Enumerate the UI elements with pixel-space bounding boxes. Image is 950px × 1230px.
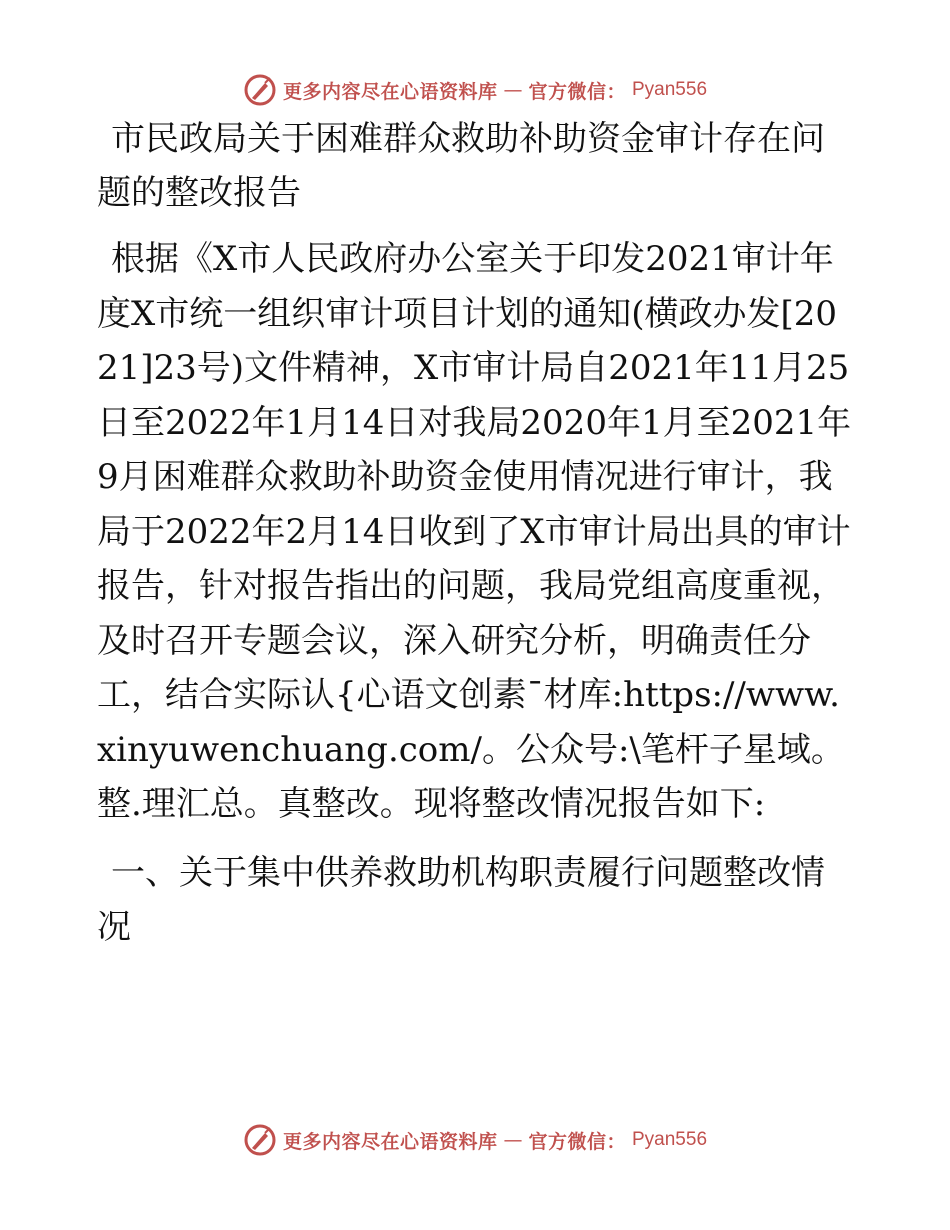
watermark-separator: — <box>503 1129 523 1151</box>
section-heading: 一、关于集中供养救助机构职责履行问题整改情况 <box>97 852 825 947</box>
watermark-brand-text: 更多内容尽在心语资料库 <box>282 80 498 103</box>
watermark-wechat-id: Pyan556 <box>632 1129 708 1150</box>
watermark-wechat-label: 官方微信： <box>528 1130 626 1153</box>
watermark-wechat-id: Pyan556 <box>632 79 708 100</box>
watermark-wechat-label: 官方微信： <box>528 80 626 103</box>
document-body <box>97 112 857 954</box>
body-paragraph: 根据《X市人民政府办公室关于印发2021审计年度X市统一组织审计项目计划的通知(横政办发[2021]23号)文件精神，X市审计局自2021年11月25日至2022年1月14日对我局2020年1月至2021年9月困难群众救助补助资金使用情况进行审计，我局于2022年2月14日收到了X市审计局出具的审计报告，针对报告指出的问题，我局党组高度重视，及时召开专题会议，深入研究分析，明确责任分工，结合实际认{心语文创素¯材库:https://www.xinyuwenchuang.com/。公众号:\笔杆子星域。整.理汇总。真整改。现将整改情况报告如下: <box>97 239 852 824</box>
watermark-brand-text: 更多内容尽在心语资料库 <box>282 1130 498 1153</box>
watermark-footer <box>0 1120 950 1160</box>
quill-logo-icon <box>243 73 277 107</box>
watermark-separator: — <box>503 79 523 101</box>
watermark-header <box>0 70 950 110</box>
document-title: 市民政局关于困难群众救助补助资金审计存在问题的整改报告 <box>97 119 825 213</box>
quill-logo-icon <box>243 1123 277 1157</box>
